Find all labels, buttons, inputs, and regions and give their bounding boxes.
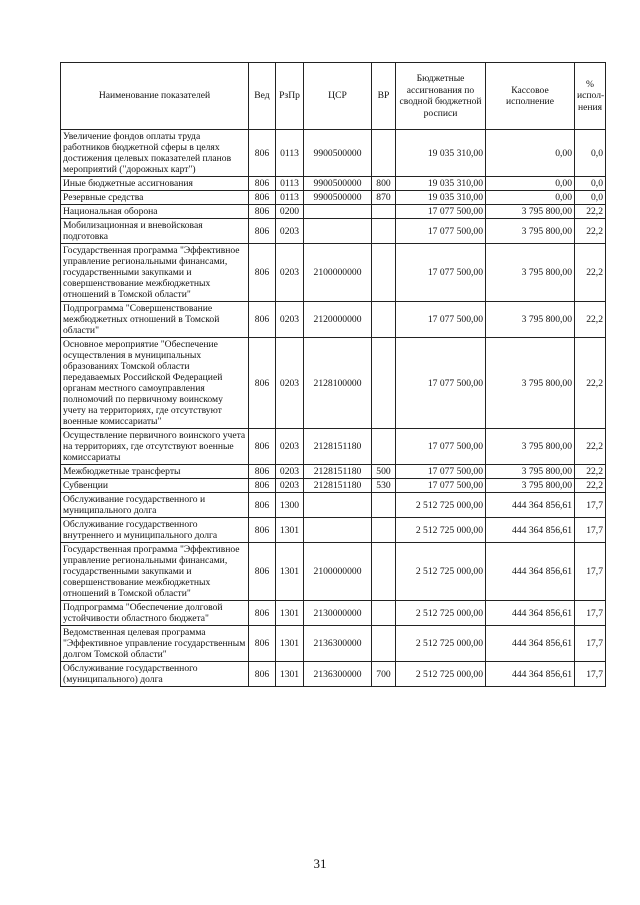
cell-percent: 22,2 <box>575 338 606 429</box>
cell-vr <box>372 130 396 177</box>
cell-rzpr: 0113 <box>276 130 304 177</box>
cell-percent: 0,0 <box>575 177 606 191</box>
cell-cash: 3 795 800,00 <box>486 465 575 479</box>
table-row <box>61 338 606 429</box>
cell-csr: 2136300000 <box>304 626 372 662</box>
budget-table <box>60 62 606 687</box>
cell-rzpr: 1300 <box>276 493 304 518</box>
cell-cash: 3 795 800,00 <box>486 429 575 465</box>
cell-ved: 806 <box>249 177 276 191</box>
cell-rzpr: 0200 <box>276 205 304 219</box>
cell-assigned: 2 512 725 000,00 <box>396 662 486 687</box>
cell-csr: 2128151180 <box>304 429 372 465</box>
header-vr: ВР <box>372 63 396 130</box>
cell-percent: 22,2 <box>575 465 606 479</box>
cell-rzpr: 0203 <box>276 479 304 493</box>
cell-cash: 3 795 800,00 <box>486 302 575 338</box>
cell-rzpr: 1301 <box>276 518 304 543</box>
cell-name: Увеличение фондов оплаты труда работников бюджетной сферы в целях достижения целевых показателей планов мероприятий ("дорожных карт") <box>61 130 249 177</box>
table-row <box>61 191 606 205</box>
cell-vr: 530 <box>372 479 396 493</box>
cell-name: Субвенции <box>61 479 249 493</box>
cell-assigned: 17 077 500,00 <box>396 302 486 338</box>
cell-assigned: 17 077 500,00 <box>396 429 486 465</box>
cell-percent: 22,2 <box>575 479 606 493</box>
cell-rzpr: 1301 <box>276 626 304 662</box>
table-body <box>61 130 606 687</box>
table-row <box>61 244 606 302</box>
cell-vr: 500 <box>372 465 396 479</box>
cell-name: Государственная программа "Эффективное управление региональными финансами, государственными закупками и совершенствование межбюджетных отношений в Томской области" <box>61 543 249 601</box>
cell-percent: 17,7 <box>575 601 606 626</box>
cell-ved: 806 <box>249 601 276 626</box>
cell-csr: 2136300000 <box>304 662 372 687</box>
cell-csr: 9900500000 <box>304 191 372 205</box>
table-row <box>61 205 606 219</box>
cell-cash: 444 364 856,61 <box>486 493 575 518</box>
cell-csr: 2128100000 <box>304 338 372 429</box>
cell-percent: 17,7 <box>575 662 606 687</box>
cell-cash: 0,00 <box>486 130 575 177</box>
cell-name: Государственная программа "Эффективное управление региональными финансами, государственными закупками и совершенствование межбюджетных отношений в Томской области" <box>61 244 249 302</box>
cell-ved: 806 <box>249 465 276 479</box>
cell-name: Мобилизационная и вневойсковая подготовка <box>61 219 249 244</box>
cell-ved: 806 <box>249 205 276 219</box>
cell-percent: 22,2 <box>575 219 606 244</box>
cell-vr <box>372 205 396 219</box>
cell-assigned: 2 512 725 000,00 <box>396 518 486 543</box>
cell-rzpr: 0203 <box>276 219 304 244</box>
table-row <box>61 626 606 662</box>
header-assigned: Бюджетные ассигнования по сводной бюджетной росписи <box>396 63 486 130</box>
cell-cash: 444 364 856,61 <box>486 518 575 543</box>
cell-csr: 2130000000 <box>304 601 372 626</box>
cell-percent: 17,7 <box>575 543 606 601</box>
cell-cash: 0,00 <box>486 191 575 205</box>
cell-name: Резервные средства <box>61 191 249 205</box>
cell-csr <box>304 493 372 518</box>
cell-rzpr: 0203 <box>276 338 304 429</box>
cell-cash: 3 795 800,00 <box>486 205 575 219</box>
cell-name: Иные бюджетные ассигнования <box>61 177 249 191</box>
cell-vr <box>372 543 396 601</box>
cell-assigned: 17 077 500,00 <box>396 338 486 429</box>
cell-ved: 806 <box>249 479 276 493</box>
header-csr: ЦСР <box>304 63 372 130</box>
cell-csr <box>304 518 372 543</box>
cell-csr: 2120000000 <box>304 302 372 338</box>
cell-vr <box>372 601 396 626</box>
cell-ved: 806 <box>249 244 276 302</box>
cell-percent: 17,7 <box>575 493 606 518</box>
cell-assigned: 17 077 500,00 <box>396 205 486 219</box>
cell-assigned: 17 077 500,00 <box>396 465 486 479</box>
cell-csr: 2100000000 <box>304 244 372 302</box>
cell-cash: 444 364 856,61 <box>486 626 575 662</box>
cell-rzpr: 1301 <box>276 601 304 626</box>
header-rzpr: РзПр <box>276 63 304 130</box>
cell-cash: 444 364 856,61 <box>486 662 575 687</box>
cell-vr: 800 <box>372 177 396 191</box>
cell-csr: 2100000000 <box>304 543 372 601</box>
cell-csr: 2128151180 <box>304 465 372 479</box>
cell-csr <box>304 205 372 219</box>
cell-ved: 806 <box>249 130 276 177</box>
cell-rzpr: 1301 <box>276 543 304 601</box>
cell-percent: 22,2 <box>575 429 606 465</box>
cell-ved: 806 <box>249 518 276 543</box>
cell-rzpr: 0203 <box>276 429 304 465</box>
cell-vr <box>372 429 396 465</box>
cell-ved: 806 <box>249 429 276 465</box>
cell-name: Ведомственная целевая программа "Эффективное управление государственным долгом Томской области" <box>61 626 249 662</box>
cell-assigned: 19 035 310,00 <box>396 191 486 205</box>
cell-name: Межбюджетные трансферты <box>61 465 249 479</box>
cell-percent: 17,7 <box>575 518 606 543</box>
table-row <box>61 518 606 543</box>
header-name: Наименование показателей <box>61 63 249 130</box>
cell-name: Основное мероприятие "Обеспечение осуществления в муниципальных образованиях Томской области передаваемых Российской Федерацией органам местного самоуправления полномочий по первичному воинскому учету на территориях, где отсутствуют военные комиссариаты" <box>61 338 249 429</box>
page-number: 31 <box>313 856 327 871</box>
cell-percent: 22,2 <box>575 244 606 302</box>
cell-name: Осуществление первичного воинского учета на территориях, где отсутствуют военные комиссариаты <box>61 429 249 465</box>
cell-percent: 22,2 <box>575 302 606 338</box>
cell-assigned: 19 035 310,00 <box>396 130 486 177</box>
cell-rzpr: 0203 <box>276 302 304 338</box>
cell-rzpr: 0113 <box>276 191 304 205</box>
header-ved: Вед <box>249 63 276 130</box>
cell-ved: 806 <box>249 191 276 205</box>
cell-assigned: 17 077 500,00 <box>396 479 486 493</box>
cell-name: Подпрограмма "Обеспечение долговой устойчивости областного бюджета" <box>61 601 249 626</box>
cell-name: Обслуживание государственного и муниципального долга <box>61 493 249 518</box>
cell-percent: 0,0 <box>575 130 606 177</box>
cell-vr <box>372 626 396 662</box>
cell-ved: 806 <box>249 338 276 429</box>
cell-cash: 3 795 800,00 <box>486 244 575 302</box>
cell-rzpr: 0203 <box>276 465 304 479</box>
cell-vr <box>372 302 396 338</box>
cell-cash: 0,00 <box>486 177 575 191</box>
cell-csr: 9900500000 <box>304 177 372 191</box>
cell-percent: 17,7 <box>575 626 606 662</box>
cell-name: Подпрограмма "Совершенствование межбюджетных отношений в Томской области" <box>61 302 249 338</box>
cell-vr <box>372 518 396 543</box>
cell-cash: 444 364 856,61 <box>486 543 575 601</box>
table-row <box>61 543 606 601</box>
cell-assigned: 2 512 725 000,00 <box>396 601 486 626</box>
table-row <box>61 662 606 687</box>
cell-assigned: 19 035 310,00 <box>396 177 486 191</box>
table-row <box>61 130 606 177</box>
cell-vr <box>372 219 396 244</box>
cell-rzpr: 0203 <box>276 244 304 302</box>
cell-assigned: 17 077 500,00 <box>396 244 486 302</box>
cell-csr: 9900500000 <box>304 130 372 177</box>
table-row <box>61 493 606 518</box>
table-header-row <box>61 63 606 130</box>
cell-rzpr: 1301 <box>276 662 304 687</box>
header-percent: % испол-нения <box>575 63 606 130</box>
cell-ved: 806 <box>249 543 276 601</box>
cell-vr: 700 <box>372 662 396 687</box>
cell-cash: 3 795 800,00 <box>486 479 575 493</box>
table-row <box>61 302 606 338</box>
table-row <box>61 465 606 479</box>
cell-rzpr: 0113 <box>276 177 304 191</box>
cell-ved: 806 <box>249 493 276 518</box>
cell-assigned: 2 512 725 000,00 <box>396 493 486 518</box>
cell-vr: 870 <box>372 191 396 205</box>
cell-name: Обслуживание государственного (муниципального) долга <box>61 662 249 687</box>
cell-ved: 806 <box>249 302 276 338</box>
table-row <box>61 601 606 626</box>
cell-percent: 0,0 <box>575 191 606 205</box>
cell-vr <box>372 338 396 429</box>
cell-ved: 806 <box>249 219 276 244</box>
cell-cash: 444 364 856,61 <box>486 601 575 626</box>
cell-ved: 806 <box>249 626 276 662</box>
cell-ved: 806 <box>249 662 276 687</box>
cell-cash: 3 795 800,00 <box>486 219 575 244</box>
header-cash: Кассовое исполнение <box>486 63 575 130</box>
table-row <box>61 219 606 244</box>
cell-vr <box>372 244 396 302</box>
cell-name: Обслуживание государственного внутреннего и муниципального долга <box>61 518 249 543</box>
cell-assigned: 2 512 725 000,00 <box>396 543 486 601</box>
cell-csr <box>304 219 372 244</box>
cell-csr: 2128151180 <box>304 479 372 493</box>
cell-cash: 3 795 800,00 <box>486 338 575 429</box>
cell-percent: 22,2 <box>575 205 606 219</box>
cell-name: Национальная оборона <box>61 205 249 219</box>
cell-assigned: 17 077 500,00 <box>396 219 486 244</box>
cell-assigned: 2 512 725 000,00 <box>396 626 486 662</box>
table-row <box>61 479 606 493</box>
table-row <box>61 177 606 191</box>
cell-vr <box>372 493 396 518</box>
table-row <box>61 429 606 465</box>
